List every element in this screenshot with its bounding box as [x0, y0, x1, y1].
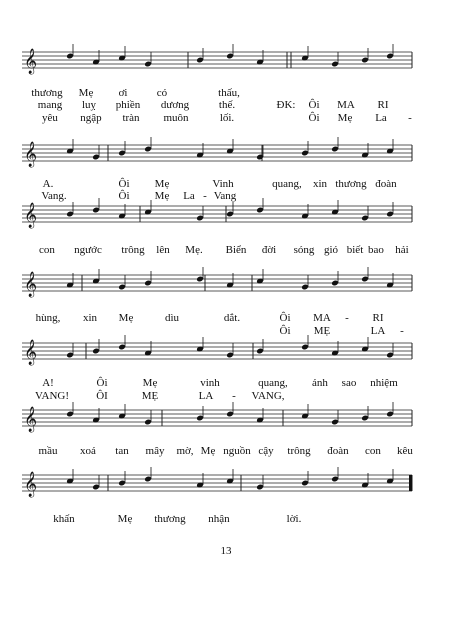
lyric-line-2-2	[0, 189, 452, 203]
lyric-syllable: dắt.	[223, 312, 241, 324]
lyric-syllable: A.	[42, 178, 54, 190]
lyric-syllable: bao	[368, 244, 384, 256]
lyric-syllable: sóng	[293, 244, 315, 256]
lyric-syllable: hùng,	[35, 312, 61, 324]
lyric-syllable: sao	[341, 377, 357, 389]
lyric-syllable: xin	[82, 312, 98, 324]
lyric-syllable: gió	[323, 244, 339, 256]
lyric-syllable: Vang.	[41, 190, 67, 202]
lyric-line-1-2	[0, 98, 452, 112]
lyric-syllable: thấu,	[218, 87, 240, 99]
lyric-syllable: biết	[346, 244, 364, 256]
lyric-syllable: LA	[198, 390, 214, 402]
final-barline	[409, 475, 412, 491]
lyric-syllable: VANG!	[34, 390, 70, 402]
lyric-syllable: Biển	[225, 244, 247, 256]
lyric-syllable: ánh	[312, 377, 328, 389]
lyric-syllable: mây	[145, 445, 165, 457]
lyric-syllable: đời	[261, 244, 277, 256]
lyric-line-7-1	[0, 512, 452, 526]
lyric-syllable: đoàn	[327, 445, 349, 457]
lyric-syllable: cậy	[258, 445, 274, 457]
lyric-syllable: khấn	[53, 513, 75, 525]
treble-clef-icon: 𝄞	[24, 340, 38, 365]
lyric-syllable: Ôi	[96, 377, 108, 389]
lyric-syllable: lên	[156, 244, 170, 256]
lyric-syllable: Ôi	[118, 190, 130, 202]
lyric-line-3-1	[0, 243, 452, 257]
lyric-syllable: Vang	[213, 190, 237, 202]
lyric-syllable: yêu	[42, 112, 58, 124]
lyric-syllable: Mẹ	[142, 377, 158, 389]
lyric-syllable: quang,	[272, 178, 302, 190]
lyric-syllable: RI	[372, 312, 384, 324]
lyric-syllable: LA	[370, 325, 386, 337]
lyric-syllable: trông	[287, 445, 311, 457]
lyric-syllable: Mẹ	[154, 178, 170, 190]
lyric-syllable: thương	[335, 178, 367, 190]
lyric-line-4-2	[0, 324, 452, 338]
lyric-syllable: xoá	[80, 445, 96, 457]
lyric-syllable: Mẹ	[154, 190, 170, 202]
lyric-syllable: nhiệm	[370, 377, 398, 389]
lyric-line-4-1	[0, 311, 452, 325]
lyric-line-1-3	[0, 111, 452, 125]
lyric-syllable: xin	[312, 178, 328, 190]
lyric-syllable: Ôi	[118, 178, 130, 190]
lyric-syllable: tràn	[122, 112, 140, 124]
lyric-syllable: thương	[31, 87, 63, 99]
lyric-syllable: ơi	[118, 87, 128, 99]
treble-clef-icon: 𝄞	[24, 272, 38, 297]
lyric-syllable: La	[183, 190, 195, 202]
lyric-syllable: nguồn	[223, 445, 251, 457]
lyric-syllable: Vinh	[212, 178, 234, 190]
lyric-syllable: MẸ	[141, 390, 159, 402]
lyric-syllable: nhận	[208, 513, 230, 525]
lyric-syllable: ÔI	[96, 390, 108, 402]
lyric-syllable: trông	[121, 244, 145, 256]
lyric-syllable: con	[39, 244, 55, 256]
lyric-syllable: ngập	[80, 112, 102, 124]
lyric-syllable: -	[408, 112, 412, 124]
treble-clef-icon: 𝄞	[24, 472, 38, 497]
lyric-syllable: mang	[37, 99, 63, 111]
lyric-syllable: ĐK:	[276, 99, 296, 111]
lyric-syllable: Mẹ.	[185, 244, 203, 256]
lyric-syllable: dương	[160, 99, 190, 111]
lyric-syllable: -	[400, 325, 404, 337]
lyric-syllable: quang,	[258, 377, 288, 389]
treble-clef-icon: 𝄞	[24, 203, 38, 228]
lyric-syllable: La	[375, 112, 387, 124]
lyric-syllable: tan	[115, 445, 129, 457]
lyric-line-6-1	[0, 444, 452, 458]
lyric-syllable: Ôi	[308, 99, 320, 111]
lyric-syllable: mờ,	[176, 445, 194, 457]
lyric-syllable: có	[156, 87, 168, 99]
lyric-syllable: ngước	[74, 244, 102, 256]
lyric-syllable: MA	[313, 312, 331, 324]
lyric-syllable: dìu	[164, 312, 180, 324]
lyric-syllable: lời.	[286, 513, 302, 525]
lyric-line-5-1	[0, 376, 452, 390]
lyric-syllable: Mẹ	[118, 312, 134, 324]
lyric-syllable: RI	[377, 99, 389, 111]
lyric-syllable: MẸ	[313, 325, 331, 337]
lyric-syllable: Mẹ	[117, 513, 133, 525]
lyric-syllable: -	[345, 312, 349, 324]
lyric-syllable: vinh	[200, 377, 220, 389]
lyric-syllable: phiền	[115, 99, 141, 111]
lyric-syllable: con	[365, 445, 381, 457]
lyric-syllable: luỵ	[81, 99, 97, 111]
lyric-syllable: mầu	[38, 445, 58, 457]
lyric-syllable: muôn	[163, 112, 189, 124]
lyric-syllable: Mẹ	[78, 87, 94, 99]
lyric-syllable: VANG,	[251, 390, 285, 402]
page-number: 13	[220, 545, 232, 557]
lyric-syllable: Mẹ	[337, 112, 353, 124]
lyric-syllable: thương	[154, 513, 186, 525]
lyric-syllable: Ôi	[279, 325, 291, 337]
lyric-line-5-2	[0, 389, 452, 403]
treble-clef-icon: 𝄞	[24, 407, 38, 432]
lyric-syllable: lối.	[219, 112, 235, 124]
lyric-syllable: Ôi	[308, 112, 320, 124]
lyric-syllable: Ôi	[279, 312, 291, 324]
lyric-syllable: -	[232, 390, 236, 402]
lyric-syllable: A!	[42, 377, 54, 389]
lyric-syllable: kêu	[397, 445, 413, 457]
lyric-syllable: hải	[395, 244, 409, 256]
treble-clef-icon: 𝄞	[24, 142, 38, 167]
lyric-syllable: -	[203, 190, 207, 202]
lyric-syllable: Mẹ	[200, 445, 216, 457]
treble-clef-icon: 𝄞	[24, 49, 38, 74]
lyric-syllable: MA	[337, 99, 355, 111]
lyric-syllable: đoàn	[375, 178, 397, 190]
lyric-syllable: thế.	[218, 99, 236, 111]
